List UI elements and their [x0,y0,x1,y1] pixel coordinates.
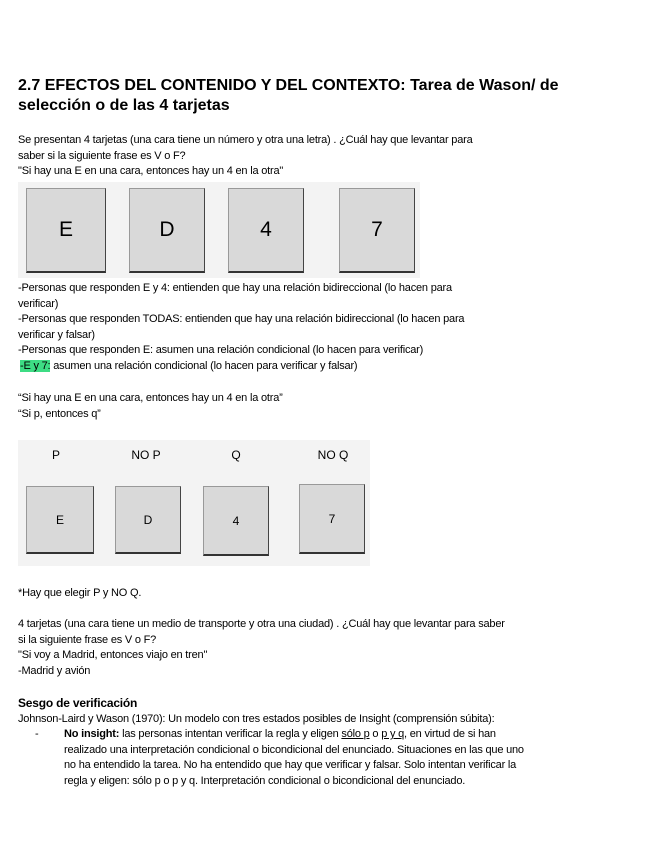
cards-figure-2 [18,440,370,566]
card-E: E [26,486,94,554]
label-P: P [51,448,60,462]
text-line: verificar y falsar) [18,328,95,341]
label-Q: Q [231,448,241,462]
card-D: D [129,188,205,273]
text-line: regla y eligen: sólo p o p y q. Interpretación condicional o bicondicional del enunciado. [64,774,466,787]
card-D: D [115,486,181,554]
text-line: Se presentan 4 tarjetas (una cara tiene un número y otra una letra) . ¿Cuál hay que levantar para [18,134,473,146]
answer-note: *Hay que elegir P y NO Q. [18,587,142,599]
text-line: Johnson-Laird y Wason (1970): Un modelo con tres estados posibles de Insight (comprensión súbita): [18,712,495,725]
card-4: 4 [228,188,304,273]
section-title: 2.7 EFECTOS DEL CONTENIDO Y DEL CONTEXTO: Tarea de Wason/ de selección o de las 4 tarjetas [18,77,559,114]
text-span: asumen una relación condicional (lo hacen para verificar y falsar) [50,359,358,372]
sesgo-heading: Sesgo de verificación [18,696,138,710]
card-7: 7 [299,484,365,554]
text-span: las personas intentan verificar la regla y eligen [119,728,342,740]
text-span: o [369,728,382,740]
card-7: 7 [339,188,415,273]
text-line [18,359,464,375]
bold-term: No insight: [64,728,120,740]
text-line: 4 tarjetas (una cara tiene un medio de transporte y otra una ciudad) . ¿Cuál hay que levantar para saber [18,618,505,630]
label-no-Q: NO Q [317,448,349,462]
card-4: 4 [203,486,269,556]
bullet-dash: - [35,728,39,740]
cards-figure-1 [18,182,420,278]
text-line: no ha entendido la tarea. No ha entendido que hay que verificar y falsar. Solo intentan verificar la [64,759,517,771]
text-line: “Si p, entonces q” [18,407,101,420]
text-span: , en virtud de si han [404,728,496,740]
bullet-no-insight [18,727,628,789]
text-line: "Si voy a Madrid, entonces viajo en tren" [18,649,208,661]
responses-list [18,281,464,374]
text-line: -Personas que responden E: asumen una relación condicional (lo hacen para verificar) [18,344,424,356]
second-example [18,617,505,679]
label-no-P: NO P [131,448,161,462]
text-line: -Madrid y avión [18,664,91,677]
quotes [18,391,283,422]
underlined-text: sólo p [341,728,370,740]
text-line: verificar) [18,297,59,310]
text-line: realizado una interpretación condicional o bicondicional del enunciado. Situaciones en las que uno [64,743,524,756]
underlined-text: p y q [381,728,405,740]
text-line: -Personas que responden E y 4: entienden que hay una relación bidireccional (lo hacen para [18,282,452,294]
sesgo-section [18,696,628,789]
highlighted-text: -E y 7: [20,359,51,372]
text-line: “Si hay una E en una cara, entonces hay un 4 en la otra” [18,392,283,404]
text-line: -Personas que responden TODAS: entienden que hay una relación bidireccional (lo hacen para [18,313,465,325]
text-line: "Si hay una E en una cara, entonces hay un 4 en la otra" [18,165,284,177]
card-E: E [26,188,106,273]
intro-paragraph [18,133,473,180]
text-line: saber si la siguiente frase es V o F? [18,149,186,162]
text-line: si la siguiente frase es V o F? [18,633,157,646]
